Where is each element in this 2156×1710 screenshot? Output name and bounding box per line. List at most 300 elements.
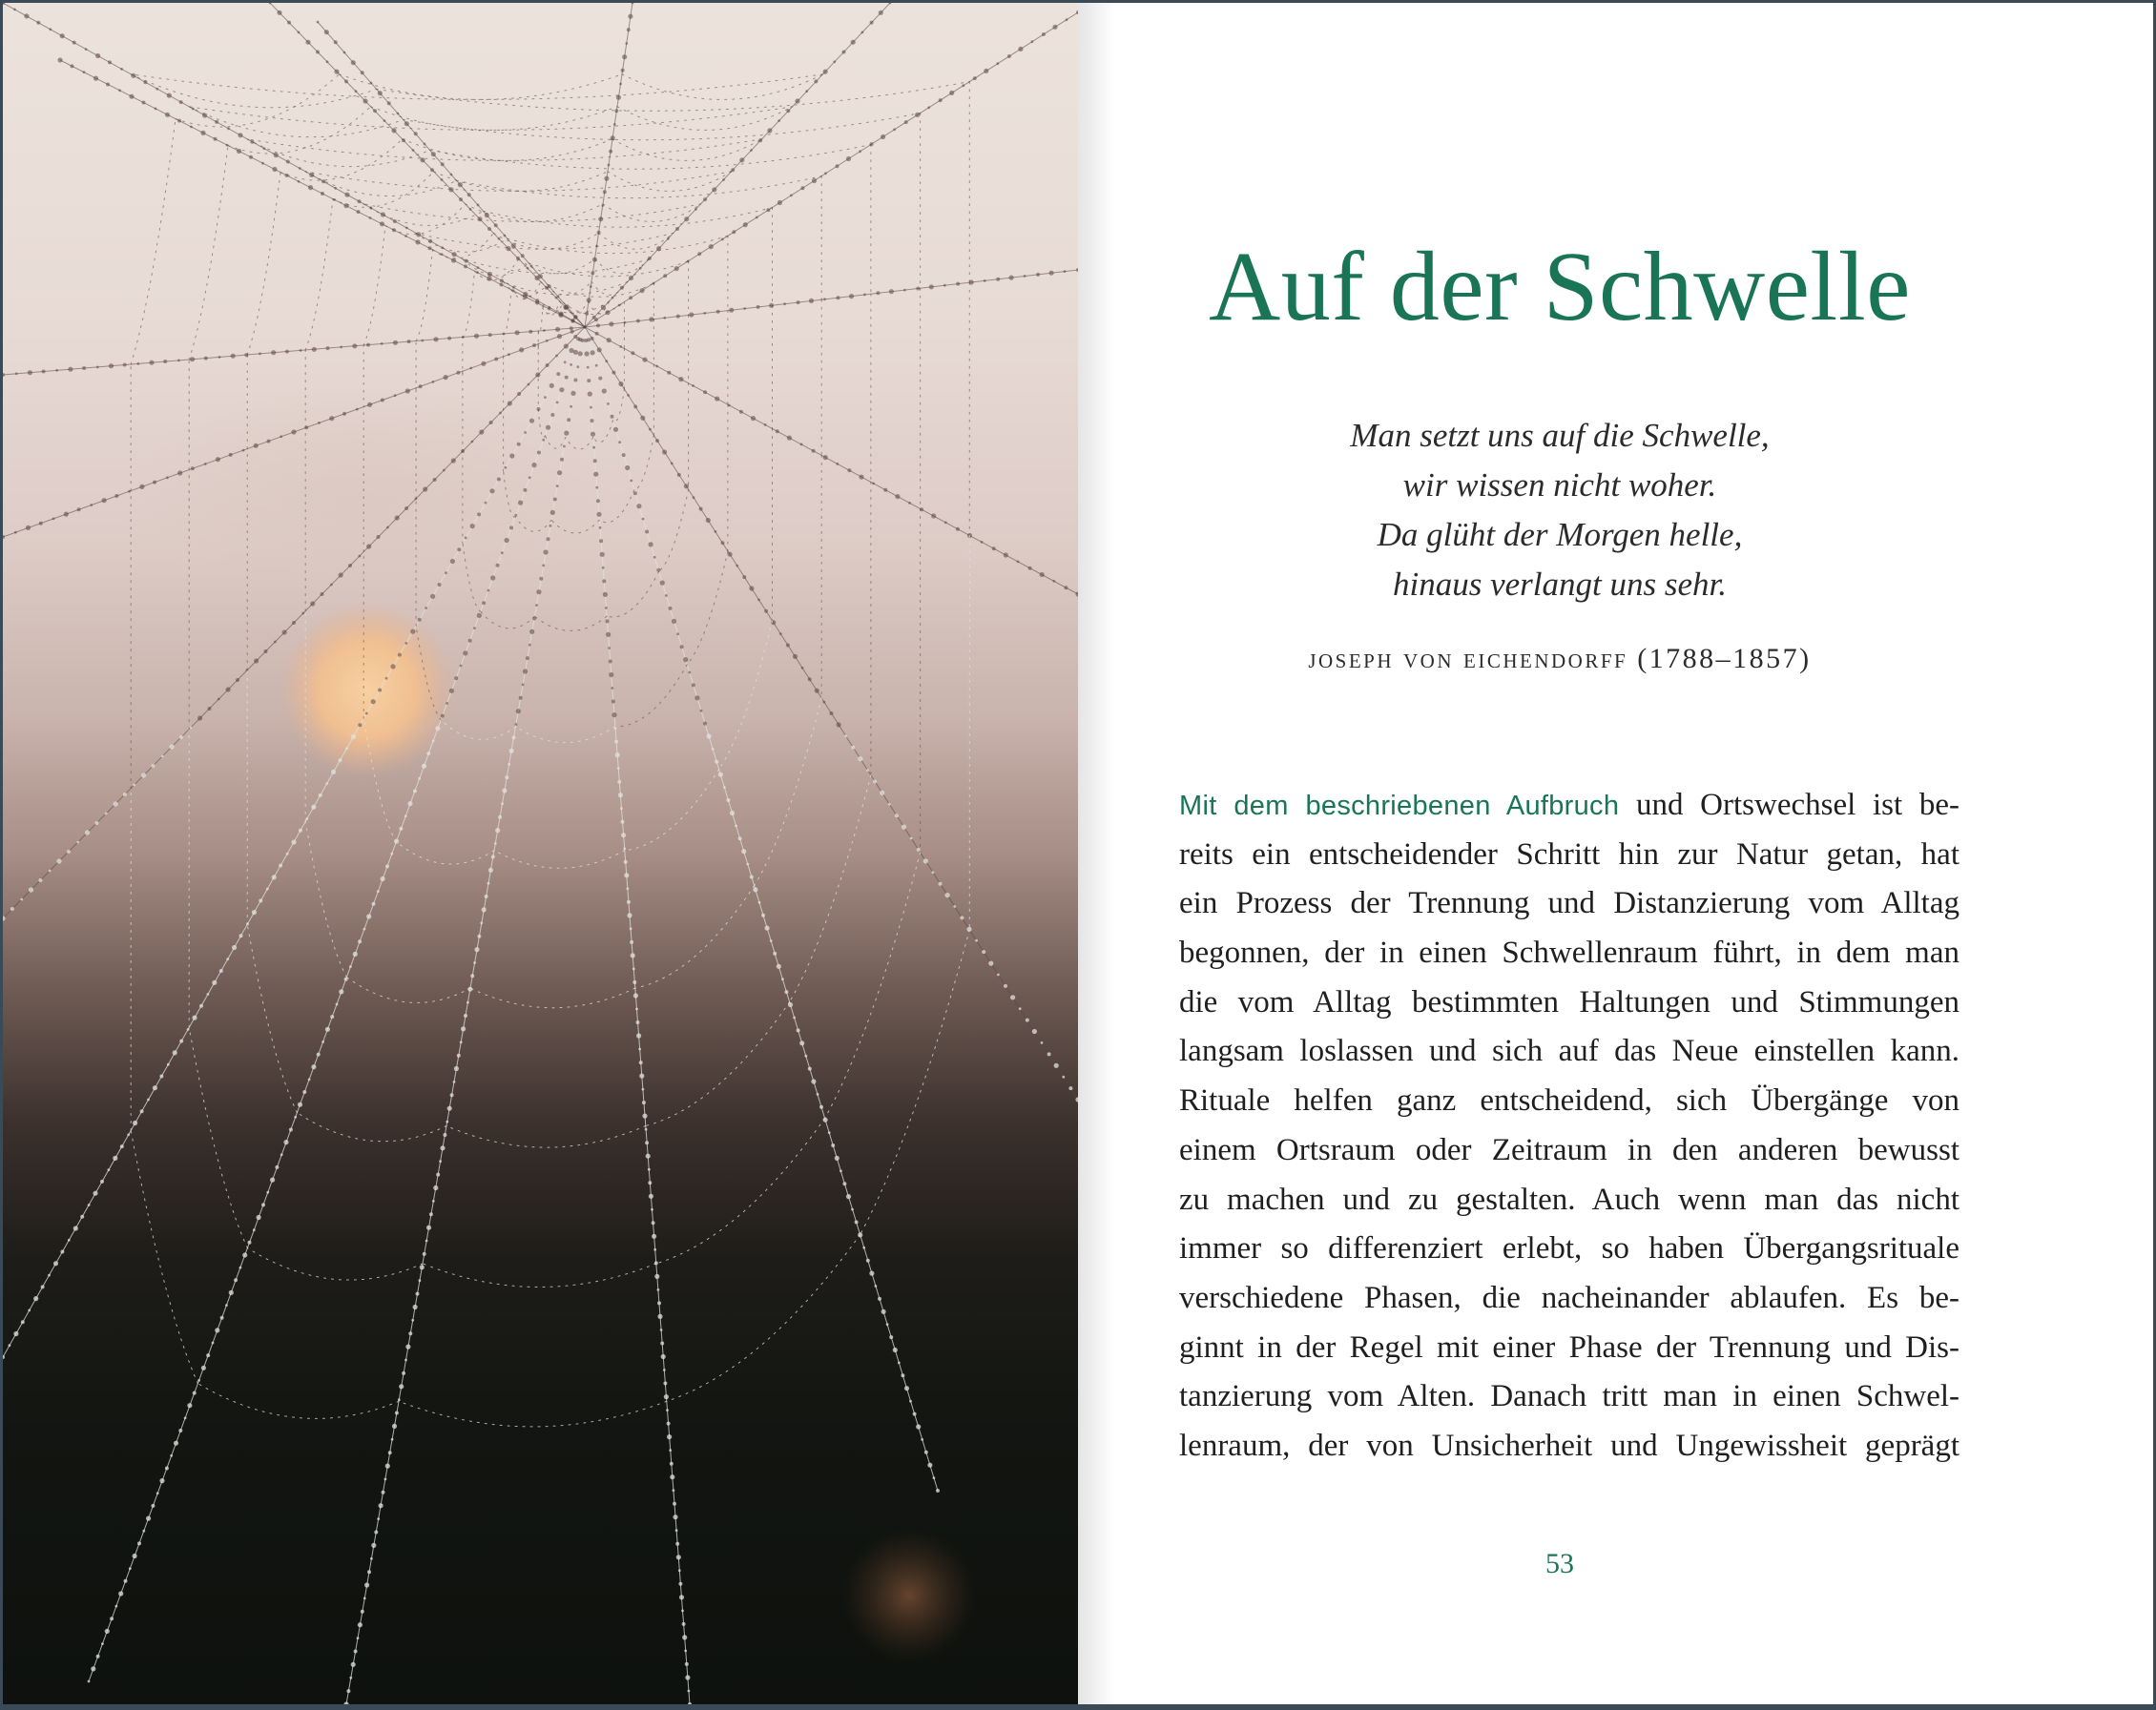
dew-drop [207,993,210,996]
dew-drop [570,330,574,334]
dew-drop [743,222,748,227]
dew-drop [377,1517,380,1520]
dew-drop [405,1345,410,1349]
dew-drop [751,416,756,421]
dew-drop [430,594,435,599]
dew-drop [518,501,523,505]
dew-drop [250,140,254,144]
dew-drop [279,864,282,868]
dew-drop [842,51,846,54]
dew-drop [609,321,613,326]
dew-drop [546,425,550,430]
dew-drop [381,399,384,402]
dew-drop [750,876,754,879]
dew-drop [108,1168,111,1171]
web-spiral [247,924,297,1112]
dew-drop [607,402,610,405]
dew-drop [153,481,156,484]
dew-drop [812,178,817,183]
dew-drop [621,820,625,824]
dew-drop [766,208,770,212]
dew-drop [512,735,516,739]
dew-drop [477,613,482,618]
dew-drop [146,1516,151,1521]
dew-drop [64,512,69,517]
dew-drop [669,607,673,610]
dew-drop [840,1169,842,1172]
dew-drop [515,330,520,335]
dew-drop [441,162,445,166]
dew-drop [334,40,338,44]
dew-drop [461,1026,466,1031]
dew-drop [343,52,346,54]
dew-drop [603,190,607,194]
web-spiral [463,259,529,276]
dew-drop [94,821,98,825]
body-line [1179,781,1959,831]
dew-drop [721,238,724,241]
dew-drop [390,853,393,855]
dew-drop [489,488,494,493]
dew-drop [266,888,269,891]
dew-drop [189,727,192,730]
dew-drop [113,1156,117,1161]
dew-drop [517,443,521,446]
dew-drop [624,860,628,864]
dew-drop [487,277,491,281]
dew-drop [584,326,587,329]
web-spiral [825,853,921,1119]
dew-drop [527,267,529,270]
web-spiral [363,204,700,222]
dew-drop [363,928,366,931]
dew-drop [85,48,88,51]
dew-drop [407,340,411,343]
dew-drop [675,1542,679,1546]
dew-drop [405,227,408,230]
dew-drop [881,1309,886,1314]
dew-drop [675,227,679,231]
dew-drop [846,1194,851,1199]
dew-drop [3,535,5,539]
dew-drop [501,802,504,805]
web-spiral [508,236,728,253]
dew-drop [20,898,23,901]
dew-drop [443,1133,446,1137]
dew-drop [13,9,16,11]
dew-drop [418,618,422,622]
dew-drop [488,868,493,873]
dew-drop [371,1543,376,1548]
dew-drop [299,829,302,833]
dew-drop [837,296,840,299]
dew-drop [617,767,620,770]
dew-drop [694,208,697,211]
dew-drop [317,1053,321,1057]
dew-drop [849,294,854,299]
dew-drop [667,1434,672,1439]
dew-drop [553,498,557,502]
dew-drop [592,316,596,319]
dew-drop [866,1259,870,1263]
dew-drop [460,665,463,668]
dew-drop [142,1530,145,1533]
dew-drop [676,315,680,319]
dew-drop [539,577,543,581]
dew-drop [1004,984,1007,988]
dew-drop [555,327,560,332]
dew-drop [422,764,426,769]
dew-drop [321,192,324,196]
dew-drop [901,1373,904,1377]
dew-drop [425,607,427,609]
dew-drop [556,372,560,376]
dew-drop [672,619,676,624]
dew-drop [612,371,615,375]
dew-drop [630,480,632,483]
body-line: lenraum, der von Unsicherheit und Ungewissheit geprägt [1179,1428,1959,1463]
dew-drop [692,384,694,387]
dew-drop [226,687,231,691]
dew-drop [703,722,707,726]
dew-drop [386,526,389,529]
dew-drop [663,1382,667,1386]
dew-drop [367,1570,371,1574]
dew-drop [178,1429,182,1432]
dew-drop [248,1241,252,1245]
dew-drop [433,1185,438,1190]
dew-drop [339,989,343,994]
dew-drop [76,841,79,844]
dew-drop [739,157,744,162]
dew-drop [286,853,289,855]
dew-drop [357,1637,360,1639]
dew-drop [597,347,602,352]
dew-drop [3,373,5,377]
dew-drop [124,1579,128,1583]
dew-drop [645,1141,649,1144]
dew-drop [532,343,536,347]
web-spiral [504,281,628,295]
dew-drop [757,599,760,602]
dew-drop [167,93,172,98]
dew-drop [799,1040,804,1045]
dew-drop [68,1239,71,1242]
dew-drop [570,405,572,408]
dew-drop [199,1004,203,1008]
dew-drop [397,113,400,115]
dew-drop [271,350,276,355]
dew-drop [410,629,415,634]
dew-drop [595,364,598,367]
dew-drop [916,1424,921,1429]
dew-drop [573,335,577,339]
dew-drop [285,350,289,354]
dew-drop [729,308,734,313]
dew-drop [214,137,218,141]
dew-drop [652,1234,656,1239]
dew-drop [859,150,861,153]
dew-drop [369,216,372,219]
web-spiral [247,1248,423,1280]
dew-drop [226,958,229,960]
dew-drop [384,119,386,122]
dew-drop [96,1655,100,1658]
dew-drop [595,332,599,336]
dew-drop [366,544,371,548]
dew-drop [39,522,43,525]
dew-drop [80,1215,84,1219]
dew-drop [321,1040,324,1043]
dew-drop [361,71,364,74]
dew-drop [361,1610,364,1614]
dew-drop [823,455,828,460]
dew-drop [133,784,135,787]
dew-drop [378,689,382,692]
dew-drop [521,254,525,258]
dew-drop [732,230,736,234]
dew-drop [498,815,502,819]
dew-drop [783,302,786,305]
dew-drop [505,538,509,543]
dew-drop [351,60,356,65]
dew-drop [460,1040,463,1043]
dew-drop [684,216,689,221]
dew-drop [982,950,985,954]
dew-drop [591,432,595,437]
web-spiral [535,616,608,630]
dew-drop [648,1181,652,1185]
dew-drop [632,980,636,984]
dew-drop [619,83,622,86]
web-spiral [538,306,543,334]
dew-drop [640,416,645,421]
dew-drop [673,1514,677,1519]
dew-drop [508,401,512,405]
web-spiral [189,107,792,131]
web-spiral [687,551,728,665]
dew-drop [200,131,205,135]
dew-drop [446,1121,448,1123]
dew-drop [536,589,541,594]
dew-drop [962,84,964,87]
dew-drop [678,1569,681,1572]
dew-drop [413,790,417,793]
dew-drop [844,734,847,737]
dew-drop [93,76,98,81]
dew-drop [675,1529,678,1532]
dew-drop [487,272,492,277]
dew-drop [305,40,310,45]
dew-drop [924,1451,928,1454]
dew-drop [678,377,683,381]
dew-drop [578,351,583,356]
dew-drop [299,167,301,170]
dew-drop [888,803,891,806]
dew-drop [560,458,564,462]
dew-drop [216,457,220,462]
web-spiral [340,74,622,100]
dew-drop [450,1093,454,1097]
dew-drop [557,470,562,475]
dew-drop [489,421,493,424]
dew-drop [809,299,814,303]
dew-drop [479,429,484,434]
dew-drop [342,412,346,416]
dew-drop [547,537,550,541]
dew-drop [880,791,884,795]
dew-drop [404,1359,407,1362]
dew-drop [718,773,723,777]
dew-drop [391,1438,394,1441]
dew-drop [526,656,529,660]
dew-drop [13,1331,18,1336]
dew-drop [464,1014,467,1018]
dew-drop [764,423,767,426]
dew-drop [83,71,86,73]
dew-drop [735,825,737,828]
dew-drop [632,968,635,971]
dew-drop [477,266,480,269]
dew-drop [593,459,597,463]
dew-drop [535,604,538,607]
dew-drop [903,289,906,292]
dew-drop [476,271,479,274]
dew-drop [456,371,460,375]
dew-drop [60,33,65,38]
dew-drop [366,914,371,918]
dew-drop [85,830,90,834]
dew-drop [344,79,348,83]
dew-drop [73,41,76,45]
dew-drop [261,1203,265,1206]
dew-drop [863,294,866,297]
web-spiral [197,1384,399,1419]
dew-drop [657,1314,662,1319]
dew-drop [712,187,716,192]
dew-drop [746,863,749,866]
dew-drop [310,601,315,606]
dew-drop [349,1677,352,1679]
dew-drop [280,435,282,438]
dew-drop [515,723,518,726]
dew-drop [326,60,329,63]
dew-drop [10,907,14,911]
dew-drop [239,934,243,937]
dew-drop [1010,995,1015,999]
dew-drop [663,317,666,319]
dew-drop [1066,18,1068,21]
dew-drop [657,1301,661,1305]
web-spiral [463,259,649,274]
dew-drop [680,645,684,649]
dew-drop [570,326,573,330]
dew-drop [425,1240,428,1243]
dew-drop [218,356,221,359]
bokeh-glow [842,1529,976,1662]
dew-drop [60,1250,64,1254]
dew-drop [898,1362,901,1365]
dew-drop [477,216,482,221]
dew-drop [505,775,508,779]
dew-drop [509,749,514,753]
dew-drop [886,1323,889,1326]
dew-drop [242,449,245,452]
dew-drop [380,221,384,226]
dew-drop [358,723,362,727]
dew-drop [870,21,874,25]
dew-drop [667,1422,671,1426]
dew-drop [660,1329,663,1331]
dew-drop [764,609,768,613]
dew-drop [605,607,608,609]
dew-drop [177,470,182,475]
dew-drop [192,108,195,111]
dew-drop [28,370,32,375]
dew-drop [454,1066,459,1071]
dew-drop [609,660,612,664]
dew-drop [57,57,62,62]
dew-drop [259,898,262,902]
dew-drop [629,276,633,280]
dew-drop [408,1331,412,1335]
dew-drop [923,858,928,863]
epigraph-poem [1078,411,2042,609]
web-spiral [333,172,434,208]
dew-drop [404,121,409,126]
dew-drop [49,28,52,31]
dew-drop [49,870,52,873]
dew-drop [608,164,611,167]
dew-drop [795,98,799,103]
dew-drop [973,76,977,80]
dew-drop [249,155,253,159]
dew-drop [405,388,410,393]
dew-drop [82,366,86,370]
dew-drop [441,178,444,181]
dew-drop [558,313,563,318]
dew-drop [797,1028,800,1032]
web-spiral [396,842,494,864]
dew-drop [671,463,674,465]
dew-drop [365,712,368,715]
dew-drop [889,289,894,294]
dew-drop [956,527,960,531]
dew-drop [28,1309,31,1312]
dew-drop [477,512,481,516]
dew-drop [67,850,71,854]
dew-drop [363,1597,366,1600]
dew-drop [193,1391,197,1395]
dew-drop [883,488,887,492]
dew-drop [470,524,475,528]
dew-drop [282,629,287,634]
dew-drop [129,1567,132,1570]
dew-drop [487,589,490,592]
dew-drop [108,60,112,64]
dew-drop [192,1016,197,1020]
dew-drop [165,113,170,117]
dewy-spider-web [3,3,1078,1704]
dew-drop [859,475,863,480]
dew-drop [153,1085,157,1090]
dew-drop [617,780,621,784]
dew-drop [497,478,501,482]
dew-drop [42,370,46,374]
dew-drop [387,101,391,105]
dew-drop [640,288,645,293]
dew-drop [371,699,376,704]
